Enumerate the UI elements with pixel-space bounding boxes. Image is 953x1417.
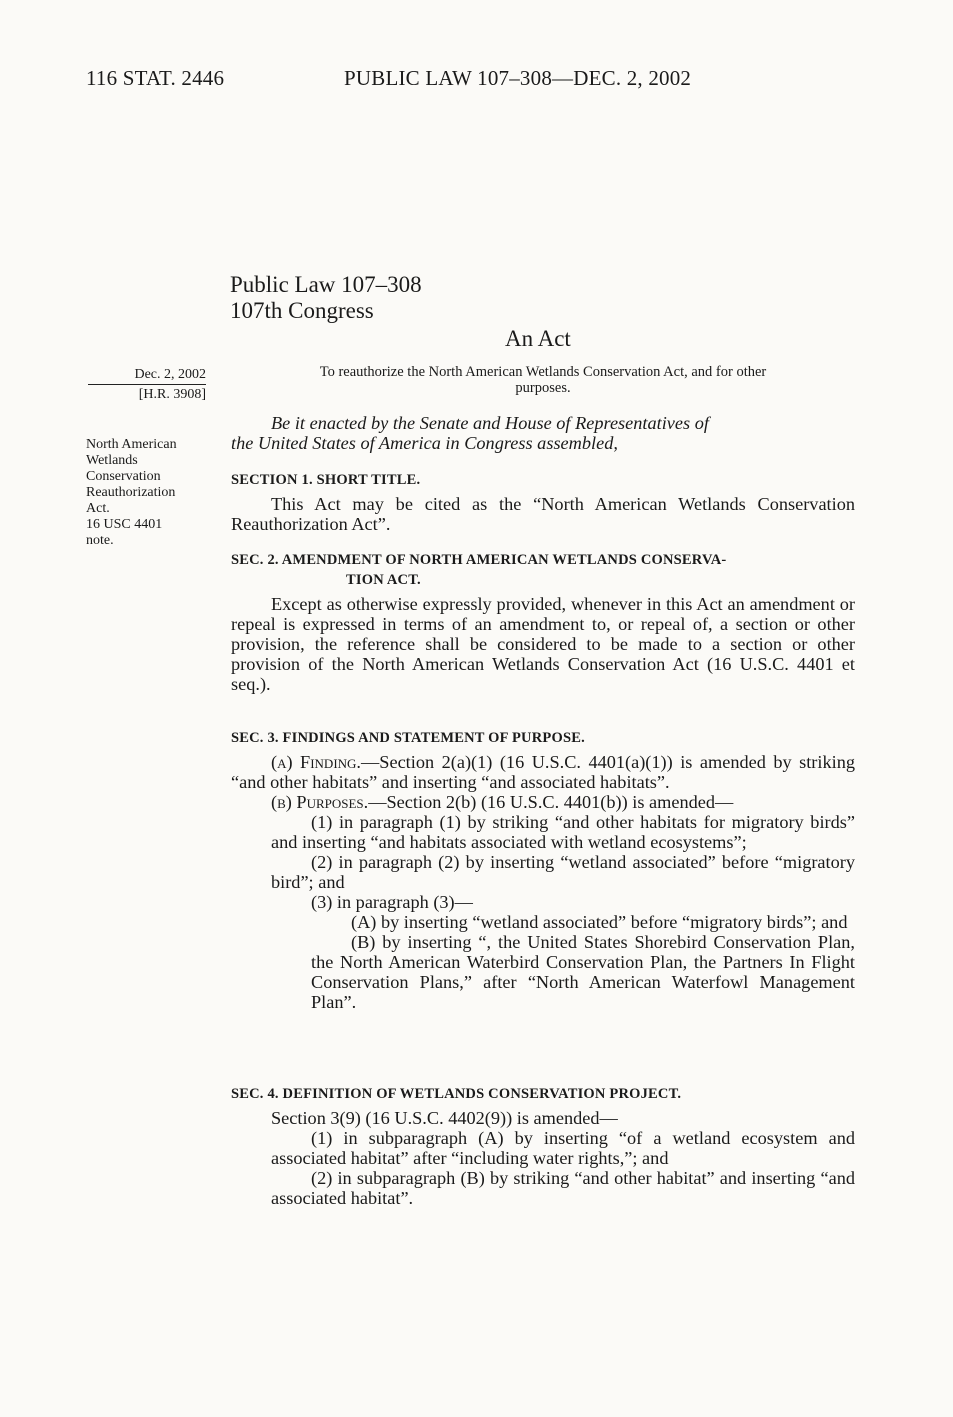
margin-note-line: North American xyxy=(86,437,177,452)
section-2-heading-line: SEC. 2. AMENDMENT OF NORTH AMERICAN WETLANDS CONSERVA- xyxy=(231,552,727,568)
subsection-b-label: (b) Purposes. xyxy=(271,792,369,812)
law-title-block xyxy=(230,272,422,324)
section-4-paragraph-2: (2) in subparagraph (B) by striking “and other habitat” and inserting “and associated habitat”. xyxy=(271,1168,855,1208)
public-law-number: Public Law 107–308 xyxy=(230,272,422,297)
section-1-heading: SECTION 1. SHORT TITLE. xyxy=(231,472,421,488)
margin-note-line: Wetlands xyxy=(86,453,138,468)
section-4-paragraph-1: (1) in subparagraph (A) by inserting “of a wetland ecosystem and associated habitat” after “including water rights,”; and xyxy=(271,1128,855,1168)
section-2 xyxy=(231,550,855,694)
running-header xyxy=(86,66,746,91)
subsection-a-label: (a) Finding. xyxy=(271,752,361,772)
section-1-text: This Act may be cited as the “North American Wetlands Conservation Reauthorization Act”. xyxy=(231,494,855,534)
section-4 xyxy=(231,1084,855,1208)
subparagraph-b3B: (B) by inserting “, the United States Shorebird Conservation Plan, the North American Waterbird Conservation Plan, the Partners In Flight Conservation Plans,” after “North American Waterfowl Management Plan”. xyxy=(311,932,855,1012)
enacting-line: Be it enacted by the Senate and House of Representatives of xyxy=(271,413,709,433)
margin-date-block xyxy=(88,366,206,403)
section-4-intro: Section 3(9) (16 U.S.C. 4402(9)) is amended— xyxy=(271,1108,618,1128)
section-1 xyxy=(231,470,855,534)
paragraph-b3: (3) in paragraph (3)— xyxy=(311,892,473,912)
enacting-line: the United States of America in Congress assembled, xyxy=(231,433,618,453)
margin-note xyxy=(86,437,216,549)
section-2-text: Except as otherwise expressly provided, whenever in this Act an amendment or repeal is expressed in terms of an amendment to, or repeal of, a section or other provision, the reference shall be considered to be made to a section or other provision of the North American Wetlands Conservation Act (16 U.S.C. 4401 et seq.). xyxy=(231,594,855,694)
enacting-clause xyxy=(231,413,855,453)
congress-number: 107th Congress xyxy=(230,298,374,323)
margin-note-line: Act. xyxy=(86,501,110,516)
enactment-date: Dec. 2, 2002 xyxy=(134,367,206,382)
margin-note-line: Reauthorization xyxy=(86,485,176,500)
section-4-heading: SEC. 4. DEFINITION OF WETLANDS CONSERVATION PROJECT. xyxy=(231,1086,682,1102)
page-citation: 116 STAT. 2446 xyxy=(86,66,225,90)
purpose-line: purposes. xyxy=(515,380,571,396)
bill-number: [H.R. 3908] xyxy=(138,387,206,402)
act-purpose xyxy=(258,364,828,396)
act-heading: An Act xyxy=(505,326,571,351)
margin-note-line: Conservation xyxy=(86,469,161,484)
margin-note-line: 16 USC 4401 xyxy=(86,517,163,532)
purpose-line: To reauthorize the North American Wetlands Conservation Act, and for other xyxy=(319,364,767,380)
law-citation: PUBLIC LAW 107–308—DEC. 2, 2002 xyxy=(344,66,692,90)
margin-rule xyxy=(88,384,206,385)
subparagraph-b3A: (A) by inserting “wetland associated” before “migratory birds”; and xyxy=(351,912,848,932)
margin-note-line: note. xyxy=(86,533,114,548)
subsection-a-text: —Section 2(a)(1) (16 U.S.C. 4401(a)(1)) is amended by striking “and other habitats” and inserting “and associated habitats”. xyxy=(231,752,855,792)
section-2-heading-line: TION ACT. xyxy=(346,572,421,588)
paragraph-b1: (1) in paragraph (1) by striking “and other habitats for migratory birds” and inserting “and habitats associated with wetland ecosystems”; xyxy=(271,812,855,852)
section-3-subsection-b xyxy=(231,792,855,812)
section-3-heading: SEC. 3. FINDINGS AND STATEMENT OF PURPOSE. xyxy=(231,730,585,746)
section-3 xyxy=(231,728,855,1012)
subsection-b-text: —Section 2(b) (16 U.S.C. 4401(b)) is amended— xyxy=(368,792,734,812)
paragraph-b2: (2) in paragraph (2) by inserting “wetland associated” before “migratory bird”; and xyxy=(271,852,855,892)
section-3-subsection-a xyxy=(231,752,855,792)
